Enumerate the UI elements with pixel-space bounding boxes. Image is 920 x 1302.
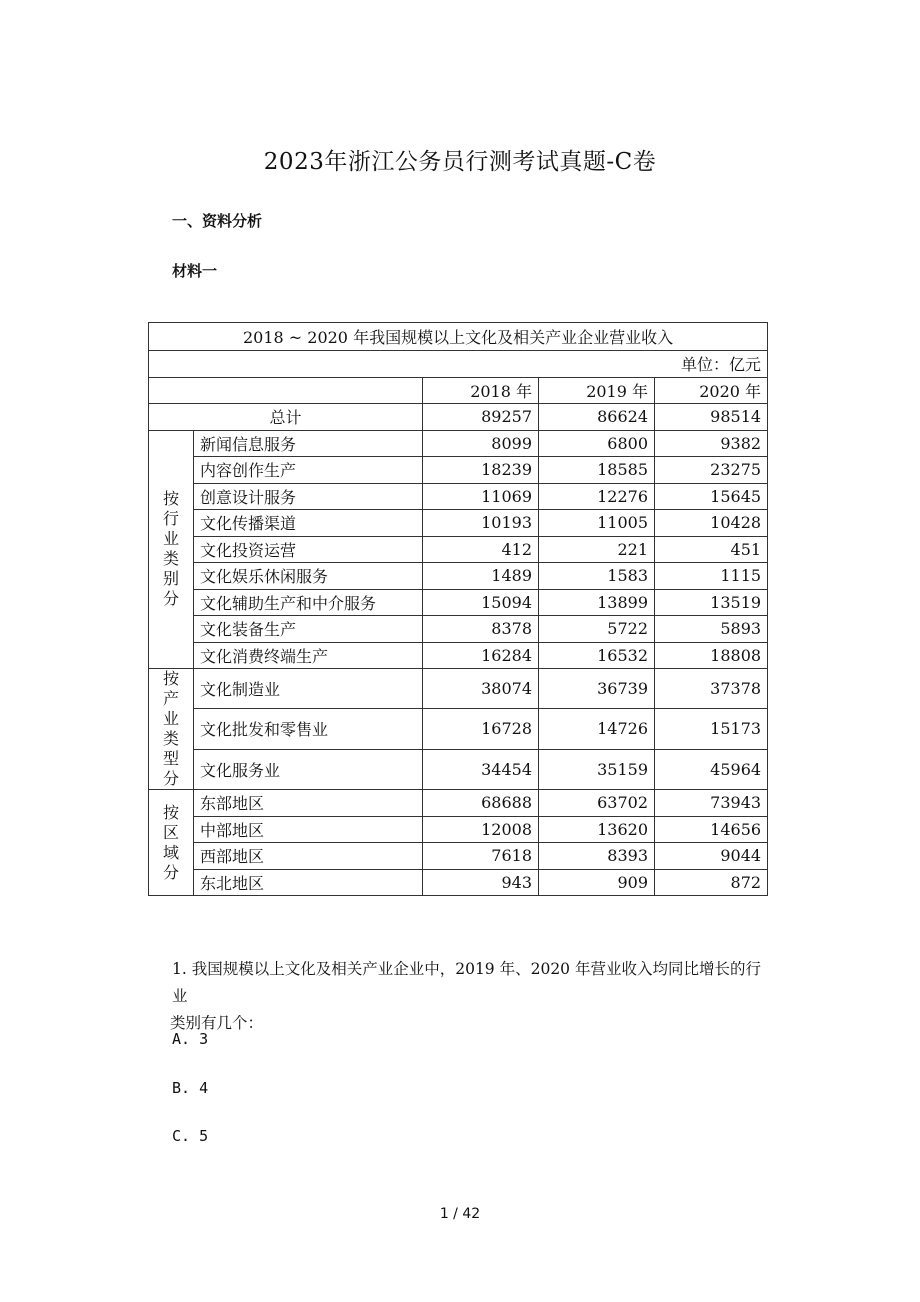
- cell-value: 10428: [655, 510, 768, 537]
- cell-value: 15094: [423, 589, 539, 616]
- row-label: 东北地区: [194, 869, 423, 896]
- row-label: 文化装备生产: [194, 616, 423, 643]
- cell-value: 36739: [539, 669, 655, 709]
- table-unit: 单位：亿元: [149, 351, 768, 378]
- cell-value: 221: [539, 536, 655, 563]
- row-label: 中部地区: [194, 816, 423, 843]
- cell-value: 38074: [423, 669, 539, 709]
- cell-value: 68688: [423, 790, 539, 817]
- cell-value: 8393: [539, 843, 655, 870]
- question-line-1: 1. 我国规模以上文化及相关产业企业中，2019 年、2020 年营业收入均同比增长的行业: [172, 960, 761, 1005]
- group-label-industry-type: [149, 669, 194, 790]
- row-label: 东部地区: [194, 790, 423, 817]
- table-row: [149, 816, 768, 843]
- table-row: [149, 790, 768, 817]
- cell-value: 16284: [423, 642, 539, 669]
- cell-value: 412: [423, 536, 539, 563]
- table-row: [149, 536, 768, 563]
- table-row: [149, 709, 768, 749]
- cell-value: 8099: [423, 430, 539, 457]
- cell-value: 451: [655, 536, 768, 563]
- option-a: A. 3: [172, 1030, 209, 1048]
- cell-value: 9044: [655, 843, 768, 870]
- row-label: 内容创作生产: [194, 457, 423, 484]
- cell-value: 16728: [423, 709, 539, 749]
- year-header: 2019 年: [539, 377, 655, 404]
- cell-value: 12008: [423, 816, 539, 843]
- cell-value: 6800: [539, 430, 655, 457]
- cell-value: 16532: [539, 642, 655, 669]
- cell-value: 909: [539, 869, 655, 896]
- table-caption: 2018 ~ 2020 年我国规模以上文化及相关产业企业营业收入: [149, 323, 768, 351]
- table-row: [149, 510, 768, 537]
- cell-value: 11005: [539, 510, 655, 537]
- table-row: [149, 483, 768, 510]
- row-label: 文化娱乐休闲服务: [194, 563, 423, 590]
- cell-value: 1489: [423, 563, 539, 590]
- group-label-text: 按区域分: [162, 802, 179, 882]
- header-blank-cell: [149, 377, 423, 404]
- cell-value: 14726: [539, 709, 655, 749]
- table-row: [149, 430, 768, 457]
- cell-value: 63702: [539, 790, 655, 817]
- table-row: [149, 616, 768, 643]
- year-header: 2020 年: [655, 377, 768, 404]
- total-value: 89257: [423, 404, 539, 431]
- material-label: 材料一: [172, 262, 218, 280]
- table-row: [149, 749, 768, 789]
- row-label: 文化传播渠道: [194, 510, 423, 537]
- cell-value: 11069: [423, 483, 539, 510]
- cell-value: 872: [655, 869, 768, 896]
- cell-value: 18808: [655, 642, 768, 669]
- table-row: [149, 843, 768, 870]
- cell-value: 18239: [423, 457, 539, 484]
- table-row: [149, 563, 768, 590]
- cell-value: 45964: [655, 749, 768, 789]
- table-row: [149, 869, 768, 896]
- cell-value: 1115: [655, 563, 768, 590]
- cell-value: 13899: [539, 589, 655, 616]
- cell-value: 7618: [423, 843, 539, 870]
- table-row: [149, 669, 768, 709]
- cell-value: 9382: [655, 430, 768, 457]
- question-text: [172, 956, 772, 1037]
- cell-value: 1583: [539, 563, 655, 590]
- table-row: [149, 589, 768, 616]
- cell-value: 12276: [539, 483, 655, 510]
- row-label: 文化批发和零售业: [194, 709, 423, 749]
- cell-value: 18585: [539, 457, 655, 484]
- year-header-row: [149, 377, 768, 404]
- cell-value: 37378: [655, 669, 768, 709]
- group-label-text: 按行业类别分: [162, 489, 179, 609]
- cell-value: 5722: [539, 616, 655, 643]
- section-heading: 一、资料分析: [172, 212, 263, 230]
- row-label: 新闻信息服务: [194, 430, 423, 457]
- option-c: C. 5: [172, 1127, 209, 1145]
- total-value: 86624: [539, 404, 655, 431]
- cell-value: 13620: [539, 816, 655, 843]
- total-row: [149, 404, 768, 431]
- cell-value: 13519: [655, 589, 768, 616]
- row-label: 文化服务业: [194, 749, 423, 789]
- year-header: 2018 年: [423, 377, 539, 404]
- cell-value: 35159: [539, 749, 655, 789]
- row-label: 文化制造业: [194, 669, 423, 709]
- page-number: 1 / 42: [439, 1206, 481, 1222]
- question-line-2: 类别有几个：: [170, 1014, 264, 1032]
- option-b: B. 4: [172, 1079, 209, 1097]
- cell-value: 15173: [655, 709, 768, 749]
- total-value: 98514: [655, 404, 768, 431]
- group-label-text: 按产业类型分: [162, 669, 179, 788]
- row-label: 创意设计服务: [194, 483, 423, 510]
- cell-value: 943: [423, 869, 539, 896]
- table-row: [149, 642, 768, 669]
- cell-value: 5893: [655, 616, 768, 643]
- row-label: 文化投资运营: [194, 536, 423, 563]
- total-label: 总计: [149, 404, 423, 431]
- group-label-industry: [149, 430, 194, 669]
- document-title: 2023年浙江公务员行测考试真题-C卷: [263, 149, 657, 175]
- cell-value: 34454: [423, 749, 539, 789]
- cell-value: 73943: [655, 790, 768, 817]
- group-label-region: [149, 790, 194, 896]
- revenue-table: [148, 322, 768, 896]
- cell-value: 14656: [655, 816, 768, 843]
- cell-value: 23275: [655, 457, 768, 484]
- table-row: [149, 457, 768, 484]
- row-label: 文化消费终端生产: [194, 642, 423, 669]
- row-label: 文化辅助生产和中介服务: [194, 589, 423, 616]
- cell-value: 10193: [423, 510, 539, 537]
- cell-value: 15645: [655, 483, 768, 510]
- cell-value: 8378: [423, 616, 539, 643]
- row-label: 西部地区: [194, 843, 423, 870]
